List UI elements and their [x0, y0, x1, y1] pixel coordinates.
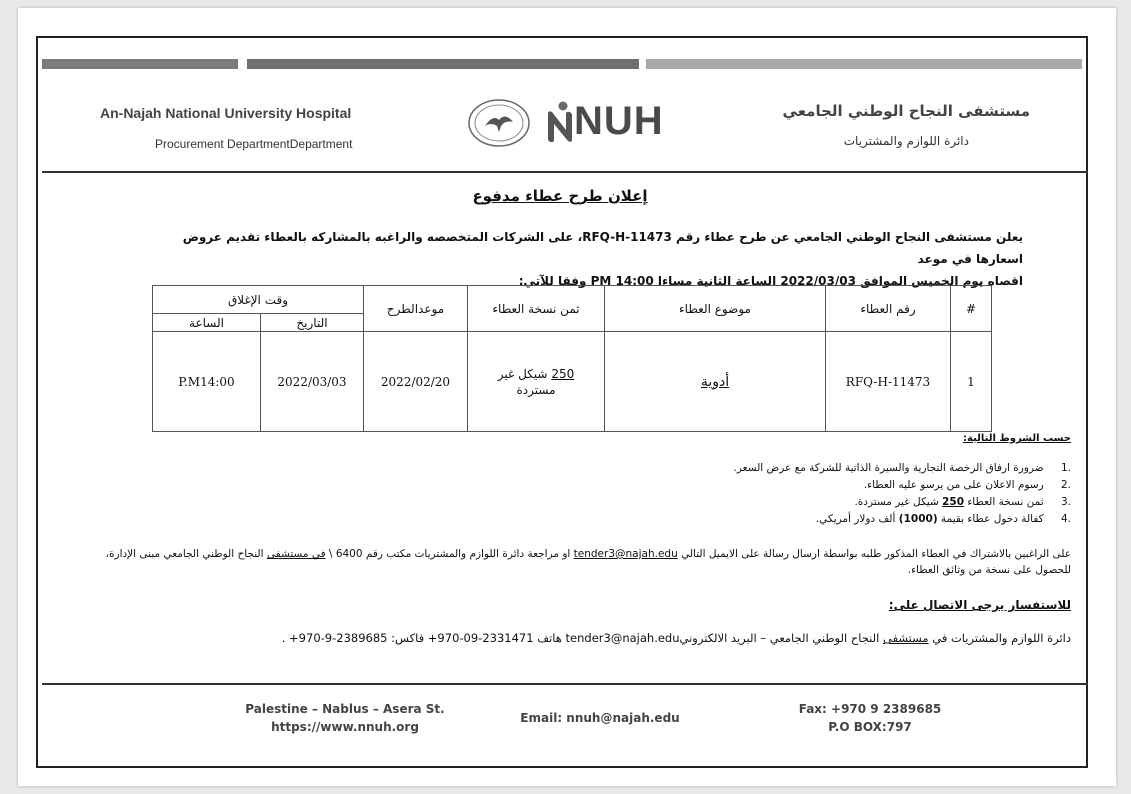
footer-website-link[interactable]: https://www.nnuh.org — [271, 720, 419, 734]
header-closing-date: التاريخ — [261, 314, 364, 332]
list-item: .3 ثمن نسخة العطاء 250 شيكل غير مستردة. — [854, 496, 1071, 508]
cell-num: 1 — [951, 332, 992, 432]
header-color-bars — [42, 59, 1082, 69]
cell-price — [468, 332, 605, 432]
cell-closing-date: 2022/03/03 — [261, 332, 364, 432]
price-text-line2: مستردة — [516, 382, 556, 397]
header-divider — [42, 171, 1088, 173]
header-offer-date: موعدالطرح — [364, 286, 468, 332]
price-text: شيكل غير — [497, 366, 552, 381]
footer-divider — [42, 683, 1088, 685]
footer-email: Email: nnuh@najah.edu — [520, 711, 680, 725]
department-name-ar: دائرة اللوازم والمشتريات — [843, 134, 969, 148]
cell-tender-no: RFQ-H-11473 — [826, 332, 951, 432]
list-item: .2 رسوم الاعلان على من يرسو عليه العطاء. — [863, 479, 1071, 491]
header-tender-no: رقم العطاء — [826, 286, 951, 332]
header-closing-time: الساعة — [153, 314, 261, 332]
header-bar-left — [42, 59, 238, 69]
footer-contact-block — [760, 700, 980, 736]
footer-address: Palestine – Nablus – Asera St. — [245, 702, 445, 716]
contact-details: دائرة اللوازم والمشتريات في مستشفى النجاح الوطني الجامعي – البريد الالكترونيtender3@najah.edu هاتف +970-09-2331471 فاكس: +970-9-2389685 . — [281, 631, 1071, 645]
header-bar-right — [646, 59, 1082, 69]
application-instructions — [91, 546, 1071, 578]
contact-phone: +970-09-2331471 — [427, 631, 534, 645]
conditions-title: حسب الشروط التالية: — [962, 433, 1071, 444]
announcement-intro — [133, 226, 1023, 292]
list-item: .1 ضرورة ارفاق الرخصة التجارية والسيرة الذاتية للشركة مع عرض السعر. — [733, 462, 1071, 474]
footer-pobox: P.O BOX:797 — [828, 720, 912, 734]
contact-title: للاستفسار يرجى الاتصال على: — [888, 598, 1071, 612]
table-row — [153, 332, 992, 432]
footer-address-block — [230, 700, 460, 736]
intro-line-2: اقصاه يوم الخميس الموافق 2022/03/03 الساعة الثانية مساءا PM 14:00 وفقا للآتي: — [518, 274, 1023, 288]
price-amount: 250 — [551, 366, 575, 381]
header-num: # — [951, 286, 992, 332]
conditions-list — [471, 460, 1071, 528]
nnuh-logo-icon — [546, 100, 574, 142]
contact-fax: +970-9-2389685 — [289, 631, 388, 645]
header-bar-middle — [247, 59, 639, 69]
tender-email-link[interactable]: tender3@najah.edu — [573, 548, 678, 560]
university-seal-icon — [467, 98, 531, 148]
announcement-title: إعلان طرح عطاء مدفوع — [472, 187, 648, 205]
apply-line-1: على الراغبين بالاشتراك في العطاء المذكور طلبه بواسطة ارسال رسالة على الايميل التالي tender3@najah.edu او مراجعة دائرة اللوازم والمشتريات مكتب رقم 6400 \ في مستشفى النجاح الوطني الجامعي مبنى الإدارة، — [105, 548, 1071, 560]
list-item: .4 كفالة دخول عطاء بقيمة (1000) ألف دولار أمريكي. — [815, 513, 1071, 525]
contact-email-link[interactable]: tender3@najah.edu — [565, 631, 680, 645]
hospital-name-ar: مستشفى النجاح الوطني الجامعي — [782, 102, 1030, 120]
header-subject: موضوع العطاء — [605, 286, 826, 332]
header-price: ثمن نسخة العطاء — [468, 286, 605, 332]
cell-closing-time: P.M14:00 — [153, 332, 261, 432]
apply-line-2: للحصول على نسخة من وثائق العطاء. — [907, 564, 1071, 576]
cell-subject: أدوية — [605, 332, 826, 432]
intro-line-1: يعلن مستشفى النجاح الوطني الجامعي عن طرح عطاء رقم RFQ-H-11473، على الشركات المتخصصه والراغبه بالمشاركه بالعطاء تقديم عروض اسعارها في موعد — [182, 230, 1023, 266]
hospital-name-en: An-Najah National University Hospital — [100, 105, 352, 121]
cell-offer-date: 2022/02/20 — [364, 332, 468, 432]
table-header-row — [153, 286, 992, 314]
tender-table — [152, 285, 992, 432]
nnuh-logo-text: NUH — [574, 99, 664, 143]
department-name-en: Procurement DepartmentDepartment — [155, 137, 353, 151]
header-closing: وقت الإغلاق — [153, 286, 364, 314]
footer-fax: Fax: +970 9 2389685 — [798, 702, 942, 716]
